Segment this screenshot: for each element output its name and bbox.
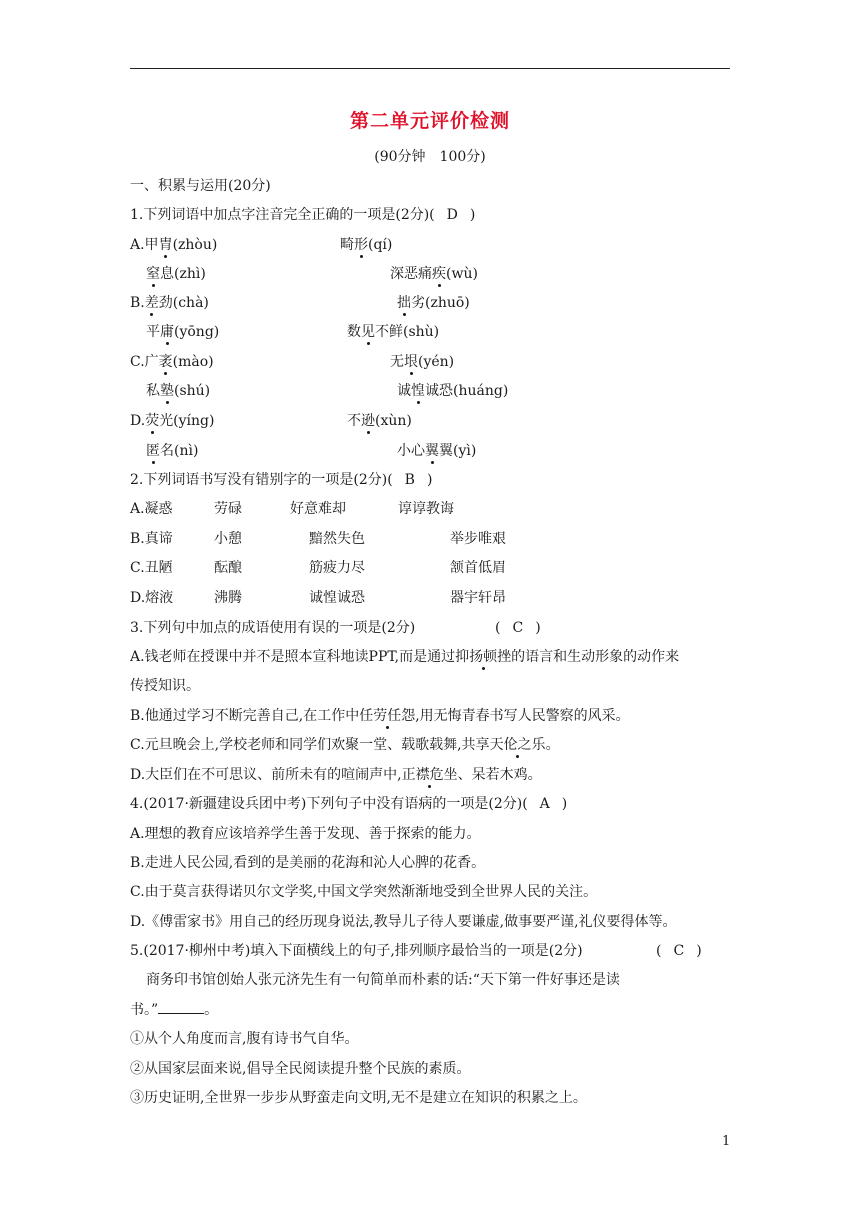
question-2-stem: 2.下列词语书写没有错别字的一项是(2分)( B )	[130, 472, 433, 488]
q2-option-c-term3: 筋疲力尽	[309, 560, 365, 576]
q1-option-c-word2: 无垠(yén)	[390, 354, 455, 370]
q1-option-a-word3: 窒息(zhì)	[146, 266, 206, 282]
q2-option-d-term2: 沸腾	[214, 590, 242, 606]
q2-option-b-term3: 黯然失色	[309, 531, 365, 547]
q3-option-a: A.钱老师在授课中并不是照本宣科地读PPT,而是通过抑扬顿挫的语言和生动形象的动作来	[130, 649, 680, 665]
q2-option-c-term2: 酝酿	[214, 560, 242, 576]
q1-option-d-word4: 小心翼翼(yì)	[397, 443, 477, 459]
q2-option-c-term1: C.丑陋	[130, 560, 173, 576]
q5-item-3: ③历史证明,全世界一步步从野蛮走向文明,无不是建立在知识的积累之上。	[130, 1090, 587, 1106]
q5-passage-cont: 书。” 。	[130, 1002, 219, 1018]
q2-option-c-term4: 颔首低眉	[450, 560, 506, 576]
q1-option-d-word2: 不逊(xùn)	[347, 413, 412, 429]
q1-option-a-word1: A.甲胄(zhòu)	[130, 237, 218, 253]
q1-option-c-word1: C.广袤(mào)	[130, 354, 214, 370]
q1-option-c-word4: 诚惶诚恐(huáng)	[397, 383, 509, 399]
q2-option-a-term1: A.凝惑	[130, 501, 173, 517]
q1-option-b-word2: 拙劣(zhuō)	[397, 295, 470, 311]
fill-blank	[158, 1001, 204, 1014]
q5-item-1: ①从个人角度而言,腹有诗书气自华。	[130, 1031, 359, 1047]
answer-3: C	[512, 620, 524, 636]
answer-5-bracket: ( C )	[656, 943, 702, 959]
answer-1: D	[446, 207, 458, 223]
q4-option-c: C.由于莫言获得诺贝尔文学奖,中国文学突然渐渐地受到全世界人民的关注。	[130, 884, 598, 900]
q1-option-a-word2: 畸形(qí)	[340, 237, 393, 253]
q2-option-d-term3: 诚惶诚恐	[309, 590, 365, 606]
answer-4: A	[539, 796, 550, 812]
q3-option-b: B.他通过学习不断完善自己,在工作中任劳任怨,用无悔青春书写人民警察的风采。	[130, 708, 630, 724]
q2-option-b-term2: 小憩	[214, 531, 242, 547]
section-heading: 一、积累与运用(20分)	[130, 178, 271, 194]
page-number: 1	[722, 1134, 731, 1149]
q3-option-c: C.元旦晚会上,学校老师和同学们欢聚一堂、载歌载舞,共享天伦之乐。	[130, 737, 560, 753]
question-1-stem: 1.下列词语中加点字注音完全正确的一项是(2分)( D )	[130, 207, 476, 223]
q2-option-d-term4: 器宇轩昂	[450, 590, 506, 606]
q1-option-d-word3: 匿名(nì)	[146, 443, 199, 459]
page-title: 第二单元评价检测	[349, 110, 510, 132]
q2-option-a-term4: 谆谆教诲	[398, 501, 454, 517]
q4-option-a: A.理想的教育应该培养学生善于发现、善于探索的能力。	[130, 826, 481, 842]
q2-option-a-term2: 劳碌	[214, 501, 242, 517]
q1-option-c-word3: 私塾(shú)	[146, 383, 211, 399]
q1-option-b-word3: 平庸(yōng)	[146, 324, 220, 340]
q2-option-b-term1: B.真谛	[130, 531, 173, 547]
q2-option-d-term1: D.熔液	[130, 590, 174, 606]
question-3-stem: 3.下列句中加点的成语使用有误的一项是(2分)	[130, 620, 416, 636]
q3-option-a-cont: 传授知识。	[130, 678, 200, 694]
question-5-stem: 5.(2017·柳州中考)填入下面横线上的句子,排列顺序最恰当的一项是(2分)	[130, 943, 583, 959]
q2-option-b-term4: 举步唯艰	[450, 531, 506, 547]
q5-item-2: ②从国家层面来说,倡导全民阅读提升整个民族的素质。	[130, 1061, 471, 1077]
q1-option-d-word1: D.荧光(yíng)	[130, 413, 215, 429]
answer-2: B	[404, 472, 415, 488]
q1-option-b-word1: B.差劲(chà)	[130, 295, 209, 311]
q1-option-b-word4: 数见不鲜(shù)	[347, 324, 440, 340]
header-rule	[130, 68, 730, 69]
question-4-stem: 4.(2017·新疆建设兵团中考)下列句子中没有语病的一项是(2分)( A )	[130, 796, 568, 812]
answer-3-bracket: ( C )	[495, 620, 541, 636]
answer-5: C	[673, 943, 685, 959]
exam-time-score: (90分钟 100分)	[374, 149, 486, 165]
q5-passage: 商务印书馆创始人张元济先生有一句简单而朴素的话:“天下第一件好事还是读	[146, 972, 620, 988]
q2-option-a-term3: 好意难却	[290, 501, 346, 517]
q3-option-d: D.大臣们在不可思议、前所未有的喧闹声中,正襟危坐、呆若木鸡。	[130, 767, 542, 783]
q4-option-d: D.《傅雷家书》用自己的经历现身说法,教导儿子待人要谦虚,做事要严谨,礼仪要得体等。	[130, 914, 677, 930]
q1-option-a-word4: 深恶痛疾(wù)	[390, 266, 478, 282]
q4-option-b: B.走进人民公园,看到的是美丽的花海和沁人心脾的花香。	[130, 855, 486, 871]
